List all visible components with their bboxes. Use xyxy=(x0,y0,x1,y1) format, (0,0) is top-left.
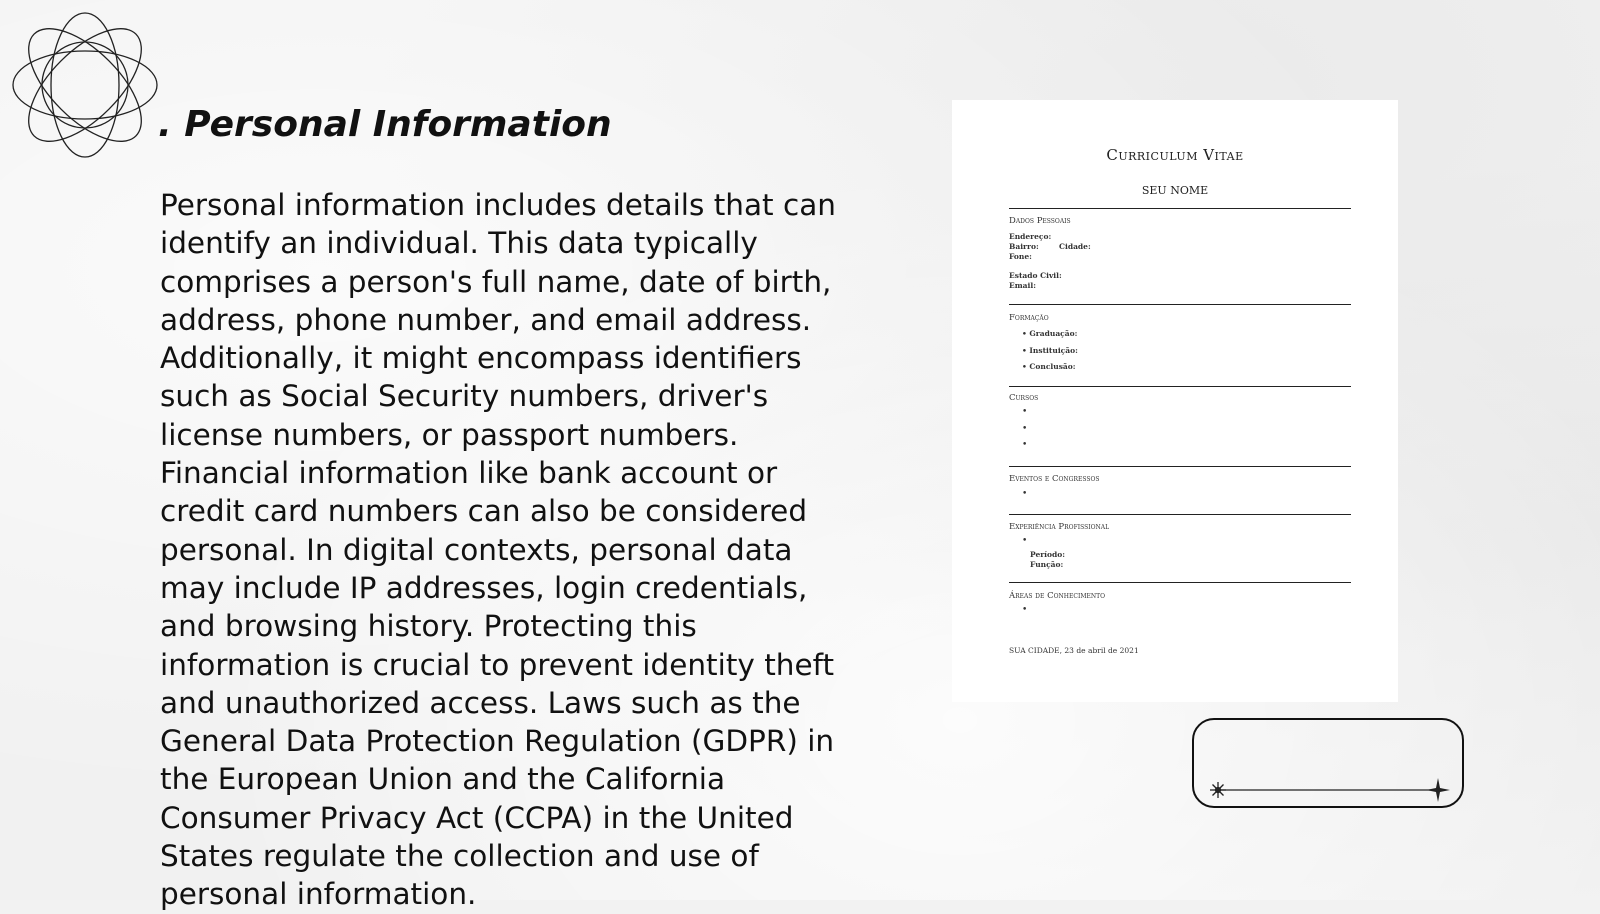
cv-heading-cursos: Cursos xyxy=(1009,393,1039,403)
cv-title: Curriculum Vitae xyxy=(1106,146,1244,164)
slide-body-text: Personal information includes details that can identify an individual. This data typically comprises a person's full name, date of birth, address, phone number, and email address. Additionally, it might encompass identifiers such as Social Security numbers, driver's license numbers, or passport numbers. Financial information like bank account or credit card numbers can also be considered personal. In digital contexts, personal data may include IP addresses, login credentials, and browsing history. Protecting this information is crucial to prevent identity theft and unauthorized access. Laws such as the General Data Protection Regulation (GDPR) in the European Union and the California Consumer Privacy Act (CCPA) in the United States regulate the collection and use of personal information. xyxy=(160,188,836,912)
cv-field-fone: Fone: xyxy=(1009,252,1032,261)
cv-name: SEU NOME xyxy=(1141,184,1209,197)
cv-bullet-empty: • xyxy=(1022,536,1028,546)
cv-heading-areas: Áreas de Conhecimento xyxy=(1009,591,1106,601)
cv-formacao-item-2: Instituição: xyxy=(1029,346,1078,355)
cv-bullet-empty: • xyxy=(1022,424,1028,434)
cv-bullet-empty: • xyxy=(1022,440,1028,450)
cv-bullet-empty: • xyxy=(1022,489,1028,499)
cv-divider xyxy=(1009,304,1351,305)
cv-heading-personal: Dados Pessoais xyxy=(1009,216,1071,226)
cv-divider xyxy=(1009,208,1351,209)
cv-divider xyxy=(1009,514,1351,515)
cv-bullet-item: • Conclusão: xyxy=(1022,362,1076,371)
cv-bullet-item: • Graduação: xyxy=(1022,329,1078,338)
cv-bullet-item: • Instituição: xyxy=(1022,346,1078,355)
cv-bullet-empty: • xyxy=(1022,605,1028,615)
cv-divider xyxy=(1009,582,1351,583)
cv-divider xyxy=(1009,466,1351,467)
cv-footer: SUA CIDADE, 23 de abril de 2021 xyxy=(1009,646,1139,655)
sparkle-icon xyxy=(1210,782,1226,798)
decorative-line-widget xyxy=(1192,718,1464,808)
cv-formacao-item-3: Conclusão: xyxy=(1029,362,1076,371)
cv-divider xyxy=(1009,386,1351,387)
cv-field-estado-civil: Estado Civil: xyxy=(1009,271,1062,280)
cv-field-funcao: Função: xyxy=(1030,560,1064,569)
cv-formacao-item-1: Graduação: xyxy=(1029,329,1078,338)
slide-title: . Personal Information xyxy=(158,104,612,145)
cv-heading-formacao: Formação xyxy=(1009,313,1049,323)
four-point-star-icon xyxy=(1426,778,1450,802)
cv-field-periodo: Período: xyxy=(1030,550,1066,559)
cv-field-endereco: Endereço: xyxy=(1009,232,1052,241)
cv-heading-eventos: Eventos e Congressos xyxy=(1009,474,1100,484)
cv-bullet-empty: • xyxy=(1022,407,1028,417)
cv-field-email: Email: xyxy=(1009,281,1036,290)
orbital-rings-icon xyxy=(10,10,160,160)
widget-line-graphic xyxy=(1194,720,1466,810)
cv-field-bairro: Bairro: xyxy=(1009,242,1039,251)
cv-heading-experiencia: Experiência Profissional xyxy=(1009,522,1110,532)
cv-document-image xyxy=(952,100,1398,702)
cv-field-cidade: Cidade: xyxy=(1059,242,1091,251)
